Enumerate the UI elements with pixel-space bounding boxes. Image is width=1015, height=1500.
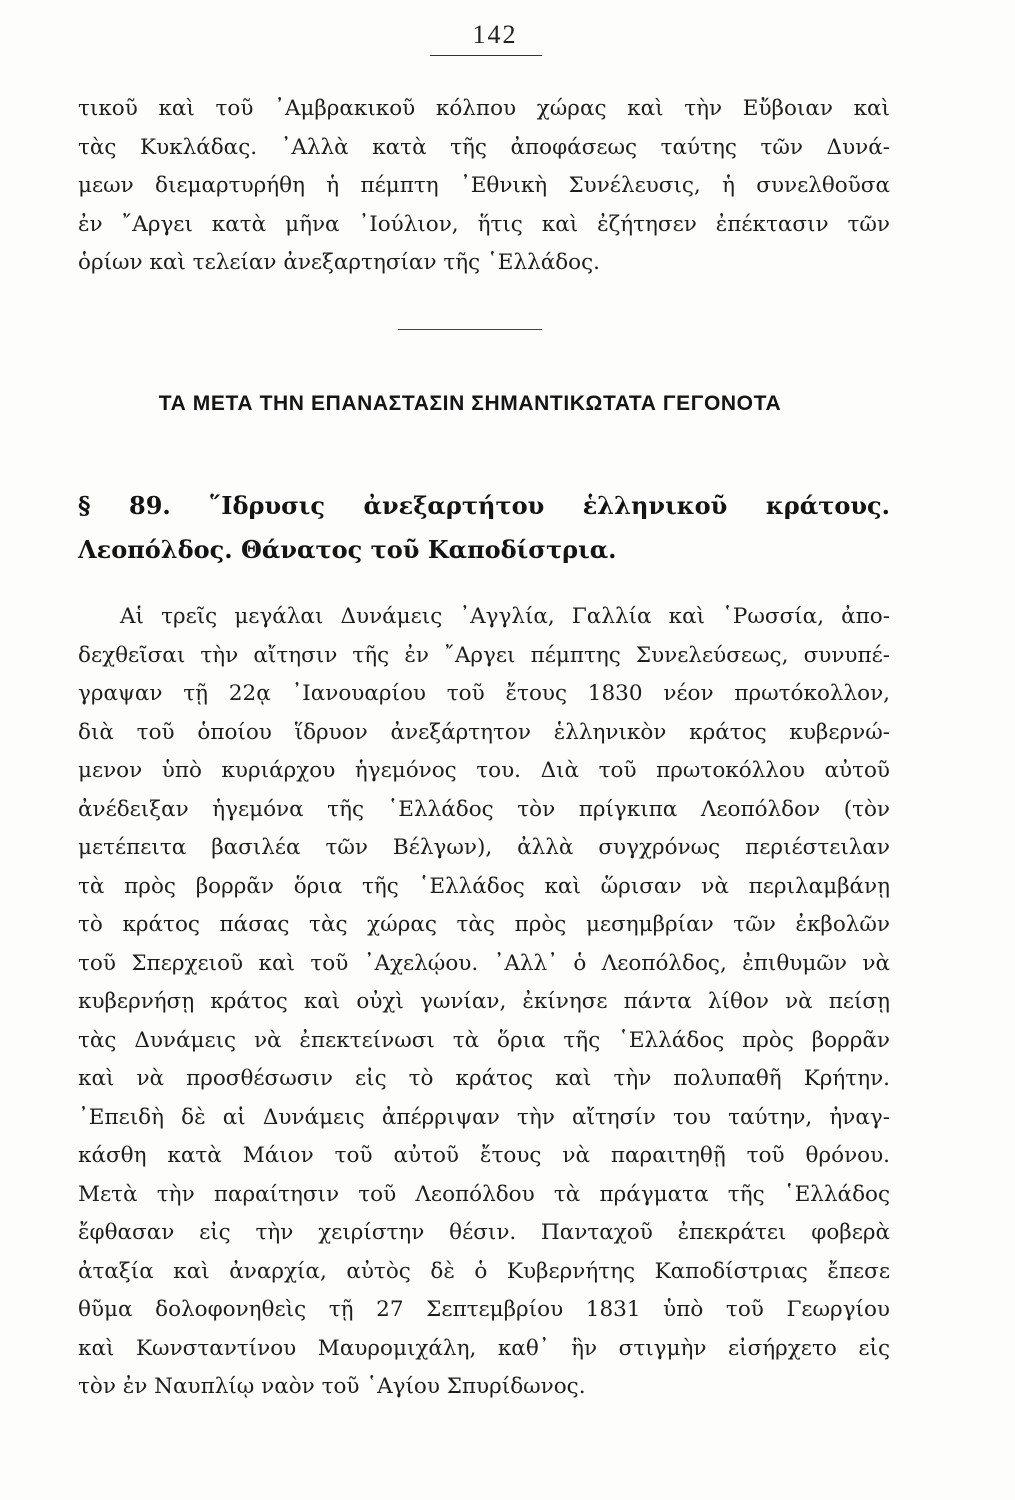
subsection-title-line-1 (78, 484, 890, 528)
text-line: ἔφθασαν εἰς τὴν χειρίστην θέσιν. Πανταχοῦ ἐπεκράτει φοβερὰ (78, 1220, 890, 1245)
text-line: τοῦ Σπερχειοῦ καὶ τοῦ ᾿Αχελῴου. ᾿Αλλ᾿ ὁ Λεοπόλδος, ἐπιθυμῶν νὰ (78, 950, 890, 976)
text-line: Αἱ τρεῖς μεγάλαι Δυνάμεις ᾿Αγγλία, Γαλλία καὶ ῾Ρωσσία, ἀπο- (120, 604, 890, 629)
subsection-title-text-1: ῞Ιδρυσις ἀνεξαρτήτου ἑλληνικοῦ κράτους. (209, 491, 890, 520)
text-line: μενον ὑπὸ κυριάρχου ἡγεμόνος του. Διὰ τοῦ πρωτοκόλλου αὐτοῦ (78, 758, 890, 783)
text-line: κάσθη κατὰ Μάιον τοῦ αὐτοῦ ἔτους νὰ παραιτηθῇ τοῦ θρόνου. (78, 1143, 890, 1168)
text-line: τὰς Κυκλάδας. ᾿Αλλὰ κατὰ τῆς ἀποφάσεως ταύτης τῶν Δυνά- (78, 134, 890, 160)
main-paragraph (78, 598, 890, 1407)
intro-paragraph (78, 90, 890, 283)
text-line: κυβερνήσῃ κράτος καὶ οὐχὶ γωνίαν, ἐκίνησε πάντα λίθον νὰ πείσῃ (78, 989, 890, 1014)
text-line: θῦμα δολοφονηθεὶς τῇ 27 Σεπτεμβρίου 1831 ὑπὸ τοῦ Γεωργίου (78, 1297, 890, 1322)
page-number-rule (430, 55, 542, 56)
page-number: 142 (472, 20, 518, 49)
text-line: ἀταξία καὶ ἀναρχία, αὐτὸς δὲ ὁ Κυβερνήτης Καποδίστριας ἔπεσε (78, 1258, 890, 1284)
text-line: δεχθεῖσαι τὴν αἴτησιν τῆς ἐν ῎Αργει πέμπτης Συνελεύσεως, συνυπέ- (78, 642, 890, 668)
text-line: τὸν ἐν Ναυπλίῳ ναὸν τοῦ ῾Αγίου Σπυρίδωνος. (78, 1374, 586, 1399)
text-line: διὰ τοῦ ὁποίου ἵδρυον ἀνεξάρτητον ἑλληνικὸν κράτος κυβερνώ- (78, 719, 890, 745)
text-line: ὁρίων καὶ τελείαν ἀνεξαρτησίαν τῆς ῾Ελλάδος. (78, 250, 600, 275)
section-heading: ΤΑ ΜΕΤΑ ΤΗΝ ΕΠΑΝΑΣΤΑΣΙΝ ΣΗΜΑΝΤΙΚΩΤΑΤΑ ΓΕΓΟΝΟΤΑ (158, 392, 782, 415)
text-line: ἀνέδειξαν ἡγεμόνα τῆς ῾Ελλάδος τὸν πρίγκιπα Λεοπόλδον (τὸν (78, 796, 890, 822)
text-line: Μετὰ τὴν παραίτησιν τοῦ Λεοπόλδου τὰ πράγματα τῆς ῾Ελλάδος (78, 1181, 890, 1207)
text-line: τὰ πρὸς βορρᾶν ὅρια τῆς ῾Ελλάδος καὶ ὥρισαν νὰ περιλαμβάνῃ (78, 873, 890, 899)
subsection-title (78, 484, 890, 572)
text-line: μετέπειτα βασιλέα τῶν Βέλγων), ἀλλὰ συγχρόνως περιέστειλαν (78, 835, 890, 860)
text-line: καὶ νὰ προσθέσωσιν εἰς τὸ κράτος καὶ τὴν πολυπαθῆ Κρήτην. (78, 1066, 890, 1091)
text-line: ἐν ῎Αργει κατὰ μῆνα ᾿Ιούλιον, ἥτις καὶ ἐζήτησεν ἐπέκτασιν τῶν (78, 211, 890, 237)
subsection-number: § 89. (78, 491, 171, 520)
subsection-title-text-2: Λεοπόλδος. Θάνατος τοῦ Καποδίστρια. (78, 535, 617, 564)
text-line: τὸ κράτος πάσας τὰς χώρας τὰς πρὸς μεσημβρίαν τῶν ἐκβολῶν (78, 912, 890, 937)
text-line: καὶ Κωνσταντίνου Μαυρομιχάλη, καθ᾿ ἣν στιγμὴν εἰσήρχετο εἰς (78, 1335, 890, 1361)
text-line: ᾿Επειδὴ δὲ αἱ Δυνάμεις ἀπέρριψαν τὴν αἴτησίν του ταύτην, ἠναγ- (78, 1104, 890, 1130)
text-line: τὰς Δυνάμεις νὰ ἐπεκτείνωσι τὰ ὅρια τῆς ῾Ελλάδος πρὸς βορρᾶν (78, 1027, 890, 1053)
section-divider (398, 329, 542, 330)
text-line: τικοῦ καὶ τοῦ ᾿Αμβρακικοῦ κόλπου χώρας καὶ τὴν Εὔβοιαν καὶ (78, 96, 890, 121)
text-line: μεων διεμαρτυρήθη ἡ πέμπτη ᾿Εθνικὴ Συνέλευσις, ἡ συνελθοῦσα (78, 173, 890, 198)
text-line: γραψαν τῇ 22ᾳ ᾿Ιανουαρίου τοῦ ἔτους 1830 νέον πρωτόκολλον, (78, 681, 890, 706)
